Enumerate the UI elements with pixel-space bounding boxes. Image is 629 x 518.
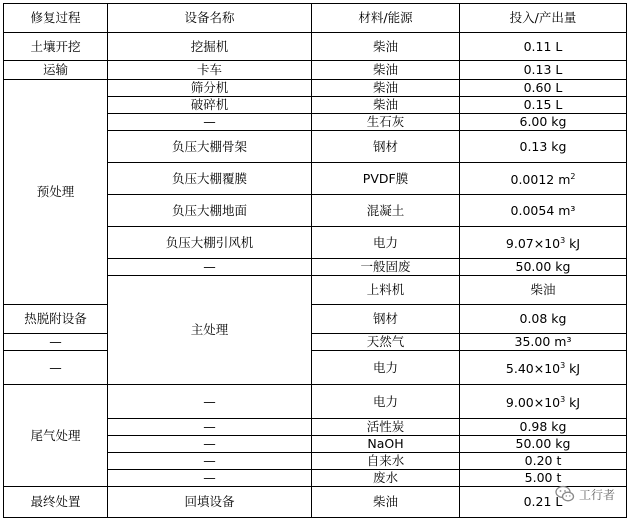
equipment-cell: — xyxy=(108,470,312,487)
amount-exponent: 2 xyxy=(570,171,576,181)
amount-cell xyxy=(460,419,627,436)
amount-cell xyxy=(460,80,627,97)
amount-value: 0.60 L xyxy=(523,80,563,95)
amount-value: 6.00 kg xyxy=(519,114,567,129)
equipment-cell: 筛分机 xyxy=(108,80,312,97)
lca-inventory-table xyxy=(3,3,627,518)
amount-cell xyxy=(460,385,627,419)
equipment-cell: — xyxy=(4,334,108,351)
stage-cell: 运输 xyxy=(4,61,108,80)
amount-value: 9.07×10 xyxy=(505,236,561,252)
material-cell: 柴油 xyxy=(312,487,460,518)
material-cell: 混凝土 xyxy=(312,195,460,227)
amount-unit: kJ xyxy=(565,236,581,252)
amount-cell xyxy=(460,195,627,227)
header-row xyxy=(4,4,627,33)
amount-value: 5.00 t xyxy=(524,470,562,485)
table-row xyxy=(4,334,627,351)
equipment-cell: — xyxy=(108,419,312,436)
equipment-cell: 回填设备 xyxy=(108,487,312,518)
material-cell: 柴油 xyxy=(460,276,627,305)
equipment-cell: — xyxy=(108,259,312,276)
table-row xyxy=(4,385,627,419)
material-cell: 活性炭 xyxy=(312,419,460,436)
amount-value: 35.00 m³ xyxy=(514,334,572,349)
amount-value: 9.00×10 xyxy=(505,395,561,411)
equipment-cell: — xyxy=(108,453,312,470)
stage-cell: 预处理 xyxy=(4,80,108,305)
equipment-cell: — xyxy=(4,351,108,385)
table-row xyxy=(4,351,627,385)
wechat-icon xyxy=(555,484,575,504)
equipment-cell: 负压大棚骨架 xyxy=(108,131,312,163)
stage-cell: 主处理 xyxy=(108,276,312,385)
amount-cell xyxy=(460,436,627,453)
amount-cell xyxy=(460,334,627,351)
material-cell: NaOH xyxy=(312,436,460,453)
stage-cell: 最终处置 xyxy=(4,487,108,518)
amount-value: 0.13 L xyxy=(523,62,563,77)
header-amount: 投入/产出量 xyxy=(460,4,627,33)
material-cell: 自来水 xyxy=(312,453,460,470)
amount-value: 0.13 kg xyxy=(519,138,567,154)
material-cell: 柴油 xyxy=(312,97,460,114)
material-cell: 柴油 xyxy=(312,61,460,80)
header-stage: 修复过程 xyxy=(4,4,108,33)
equipment-cell: — xyxy=(108,114,312,131)
equipment-cell: 负压大棚覆膜 xyxy=(108,163,312,195)
amount-exponent: 3 xyxy=(560,394,566,404)
amount-value: 0.98 kg xyxy=(519,419,567,434)
amount-value: 50.00 kg xyxy=(515,436,571,451)
material-cell: 生石灰 xyxy=(312,114,460,131)
amount-cell xyxy=(460,351,627,385)
amount-cell xyxy=(460,61,627,80)
amount-cell xyxy=(460,114,627,131)
stage-cell: 土壤开挖 xyxy=(4,33,108,61)
amount-cell xyxy=(460,33,627,61)
amount-cell xyxy=(460,97,627,114)
material-cell: PVDF膜 xyxy=(312,163,460,195)
material-cell: 柴油 xyxy=(312,80,460,97)
equipment-cell: 负压大棚引风机 xyxy=(108,227,312,259)
material-cell: 天然气 xyxy=(312,334,460,351)
amount-value: 5.40×10 xyxy=(505,361,561,377)
amount-cell xyxy=(460,131,627,163)
amount-unit: kJ xyxy=(565,395,581,411)
table-row xyxy=(4,80,627,97)
material-cell: 电力 xyxy=(312,385,460,419)
amount-value: 0.20 t xyxy=(524,453,562,468)
equipment-cell: — xyxy=(108,385,312,419)
table-row xyxy=(4,61,627,80)
material-cell: 电力 xyxy=(312,227,460,259)
equipment-cell: 挖掘机 xyxy=(108,33,312,61)
watermark-text: 工行者 xyxy=(578,487,615,502)
amount-cell xyxy=(460,453,627,470)
equipment-cell: — xyxy=(108,436,312,453)
amount-value: 0.0054 m³ xyxy=(510,202,576,218)
amount-value: 0.11 L xyxy=(523,38,563,54)
amount-value: 0.21 L xyxy=(523,494,563,509)
material-cell: 废水 xyxy=(312,470,460,487)
table-body xyxy=(4,33,627,518)
amount-cell xyxy=(460,305,627,334)
amount-exponent: 3 xyxy=(560,360,566,370)
amount-value: 0.0012 m xyxy=(510,172,571,188)
material-cell: 柴油 xyxy=(312,33,460,61)
material-cell: 电力 xyxy=(312,351,460,385)
equipment-cell: 热脱附设备 xyxy=(4,305,108,334)
equipment-cell: 卡车 xyxy=(108,61,312,80)
amount-unit: kJ xyxy=(565,361,581,377)
table-row xyxy=(4,305,627,334)
equipment-cell: 负压大棚地面 xyxy=(108,195,312,227)
amount-cell xyxy=(460,163,627,195)
amount-cell xyxy=(460,259,627,276)
amount-exponent: 3 xyxy=(560,235,566,245)
material-cell: 钢材 xyxy=(312,305,460,334)
header-material: 材料/能源 xyxy=(312,4,460,33)
stage-cell: 尾气处理 xyxy=(4,385,108,487)
equipment-cell: 破碎机 xyxy=(108,97,312,114)
amount-cell xyxy=(460,227,627,259)
table-row xyxy=(4,33,627,61)
equipment-cell: 上料机 xyxy=(312,276,460,305)
header-equipment: 设备名称 xyxy=(108,4,312,33)
material-cell: 一般固废 xyxy=(312,259,460,276)
table-row xyxy=(4,487,627,518)
material-cell: 钢材 xyxy=(312,131,460,163)
amount-value: 0.15 L xyxy=(523,97,563,112)
amount-value: 50.00 kg xyxy=(515,259,571,274)
amount-value: 0.08 kg xyxy=(519,311,567,326)
watermark xyxy=(555,484,615,504)
